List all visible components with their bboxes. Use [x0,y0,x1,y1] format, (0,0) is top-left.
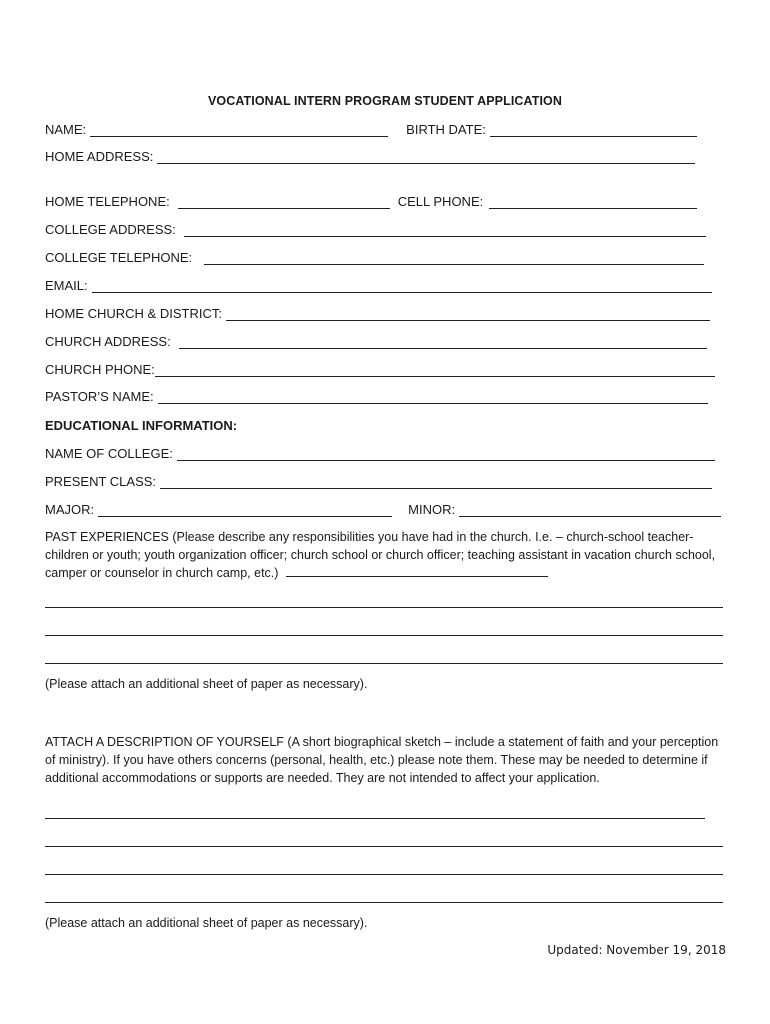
present-class-row [45,474,712,489]
home-church-row [45,306,710,321]
past-experiences-line-2[interactable] [45,635,723,636]
home-address-field[interactable] [157,152,695,164]
updated-date: Updated: November 19, 2018 [547,943,726,957]
college-address-field[interactable] [184,225,706,237]
college-name-field[interactable] [177,449,715,461]
college-address-label: COLLEGE ADDRESS: [45,222,176,237]
form-title: VOCATIONAL INTERN PROGRAM STUDENT APPLICATION [207,94,563,108]
name-row [45,122,697,137]
past-experiences-paragraph [45,528,725,582]
major-label: MAJOR: [45,502,95,517]
home-telephone-label: HOME TELEPHONE: [45,194,170,209]
description-line-2[interactable] [45,846,723,847]
pastor-name-row [45,389,708,404]
home-address-label: HOME ADDRESS: [45,149,154,164]
minor-field[interactable] [459,505,721,517]
home-church-label: HOME CHURCH & DISTRICT: [45,306,222,321]
cell-phone-field[interactable] [489,197,697,209]
past-experiences-text: PAST EXPERIENCES (Please describe any responsibilities you have had in the church. I.e. – church-school teacher- children or youth; youth organization officer; church school or church officer; teaching assistant in vacation church school, camper or counselor in church camp, etc.) [45,530,716,580]
major-minor-row [45,502,721,517]
email-field[interactable] [92,281,712,293]
name-field[interactable] [90,125,388,137]
minor-label: MINOR: [408,502,456,517]
description-line-3[interactable] [45,874,723,875]
description-paragraph [45,733,725,787]
home-telephone-field[interactable] [178,197,390,209]
home-telephone-row [45,194,697,209]
email-label: EMAIL: [45,278,88,293]
college-telephone-row [45,250,704,265]
college-telephone-label: COLLEGE TELEPHONE: [45,250,193,265]
description-text: ATTACH A DESCRIPTION OF YOURSELF (A short biographical sketch – include a statement of faith and your perception of ministry). If you have others concerns (personal, health, etc.) please note them. These may be needed to determine if additional accommodations or supports are needed. They are not intended to affect your application. [45,735,719,785]
church-address-row [45,334,707,349]
church-address-field[interactable] [179,337,707,349]
major-field[interactable] [98,505,392,517]
home-address-row [45,149,695,164]
college-address-row [45,222,706,237]
past-experiences-line-3[interactable] [45,663,723,664]
email-row [45,278,712,293]
pastor-name-label: PASTOR’S NAME: [45,389,154,404]
church-phone-label: CHURCH PHONE: [45,362,155,377]
description-line-1[interactable] [45,818,705,819]
present-class-field[interactable] [160,477,712,489]
past-experiences-inline-field[interactable] [286,565,548,577]
church-phone-row [45,362,715,377]
description-line-4[interactable] [45,902,723,903]
birth-date-field[interactable] [490,125,697,137]
pastor-name-field[interactable] [158,392,708,404]
educational-heading [45,418,237,433]
college-name-label: NAME OF COLLEGE: [45,446,173,461]
attach-note-2: (Please attach an additional sheet of paper as necessary). [45,916,368,930]
cell-phone-label: CELL PHONE: [397,194,484,209]
past-experiences-line-1[interactable] [45,607,723,608]
name-label: NAME: [45,122,87,137]
college-name-row [45,446,715,461]
present-class-label: PRESENT CLASS: [45,474,157,489]
attach-note-1: (Please attach an additional sheet of paper as necessary). [45,677,368,691]
home-church-field[interactable] [226,309,710,321]
church-address-label: CHURCH ADDRESS: [45,334,171,349]
birth-date-label: BIRTH DATE: [406,122,486,137]
educational-heading-label: EDUCATIONAL INFORMATION: [45,418,238,433]
college-telephone-field[interactable] [204,253,704,265]
church-phone-field[interactable] [155,365,715,377]
